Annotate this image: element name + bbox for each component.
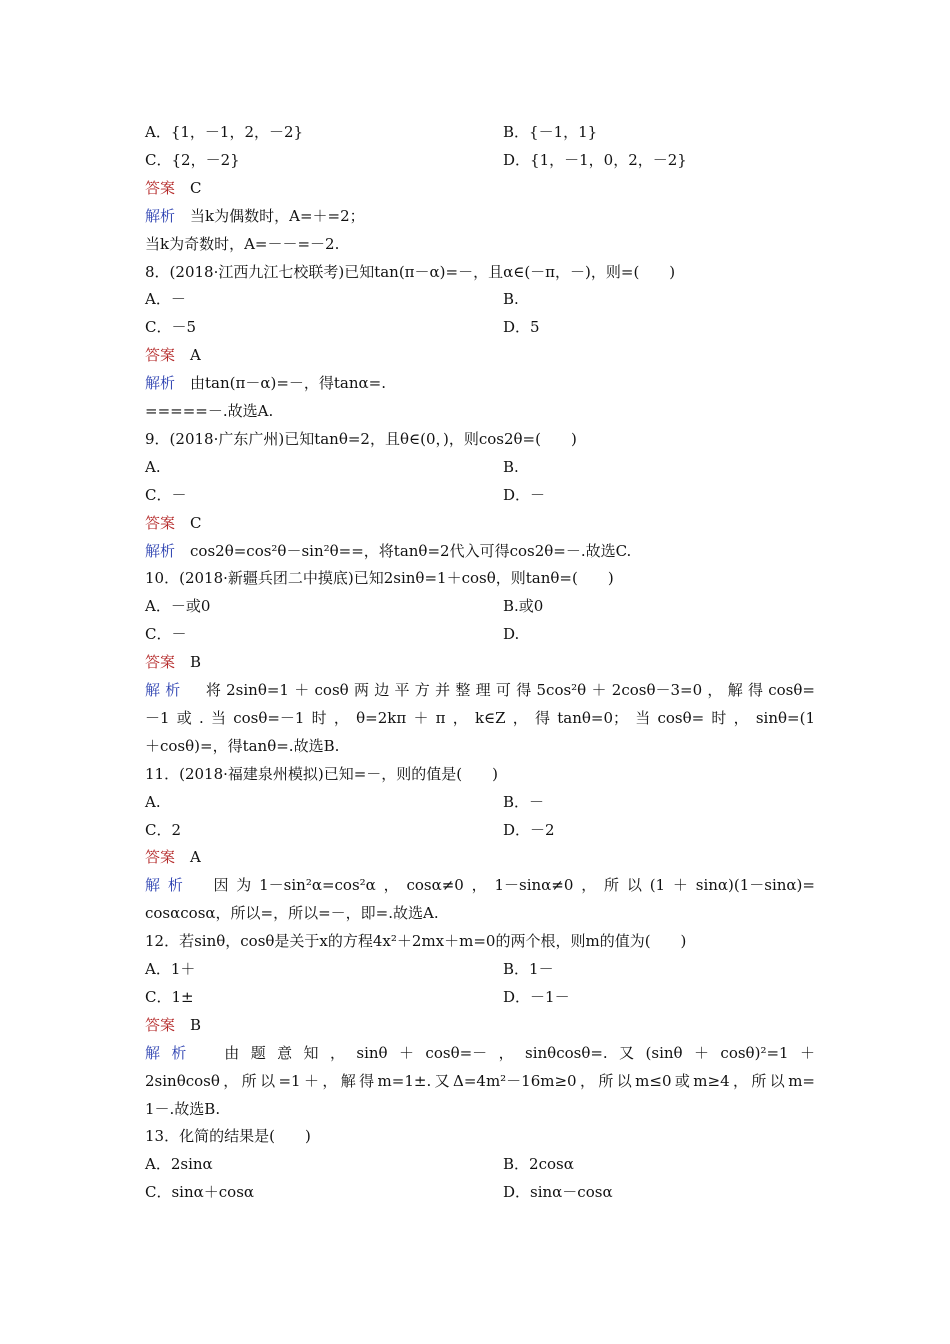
- analysis-label: 解析: [145, 541, 176, 560]
- line-text: A: [175, 848, 201, 867]
- option-row: [145, 481, 815, 509]
- analysis-label: 解析: [145, 876, 191, 895]
- question-stem: 8．(2018·江西九江七校联考)已知tan(π－α)=－，且α∈(－π，－)，则=( ): [145, 262, 676, 281]
- option-left: C．1±: [145, 987, 194, 1006]
- analysis-label: 解析: [145, 681, 186, 699]
- text-line: cosαcosα，所以=，所以=－，即=.故选A.: [145, 904, 439, 923]
- analysis-line: [145, 1039, 815, 1067]
- option-right: D．－2: [503, 820, 555, 839]
- answer-label: 答案: [145, 178, 176, 197]
- option-row: [145, 313, 815, 341]
- line-text: C: [175, 178, 202, 197]
- question-stem: 10．(2018·新疆兵团二中摸底)已知2sinθ=1＋cosθ，则tanθ=( ): [145, 569, 614, 588]
- line-text: B: [175, 653, 202, 672]
- line-text: 当k为偶数时，A=＋=2；: [175, 206, 365, 225]
- option-left: A．－或0: [145, 597, 211, 616]
- option-row: [145, 1150, 815, 1178]
- option-left: A.: [145, 457, 161, 476]
- analysis-label: 解析: [145, 374, 176, 393]
- option-row: [145, 1178, 815, 1206]
- analysis-line: [145, 202, 815, 230]
- option-row: [145, 955, 815, 983]
- answer-line: [145, 174, 815, 202]
- answer-label: 答案: [145, 1015, 176, 1034]
- option-row: [145, 983, 815, 1011]
- option-left: C．－: [145, 625, 187, 644]
- answer-label: 答案: [145, 346, 176, 365]
- line-text: 将2sinθ=1＋cosθ两边平方并整理可得5cos²θ＋2cosθ－3=0，解得cosθ=: [185, 681, 815, 699]
- line-text: 由tan(π－α)=－，得tanα=.: [175, 374, 387, 393]
- option-left: C．sinα＋cosα: [145, 1183, 255, 1202]
- analysis-line: [145, 871, 815, 899]
- analysis-label: 解析: [145, 206, 176, 225]
- option-left: A．{1，－1，2，－2}: [145, 123, 304, 141]
- text-line: －1或.当cosθ=－1时，θ=2kπ＋π，k∈Z，得tanθ=0；当cosθ=时，sinθ=(1: [145, 708, 815, 727]
- answer-label: 答案: [145, 513, 176, 532]
- option-row: [145, 453, 815, 481]
- analysis-label: 解析: [145, 1043, 198, 1062]
- answer-label: 答案: [145, 653, 176, 672]
- option-left: C．－5: [145, 318, 197, 337]
- option-right: D．sinα－cosα: [503, 1183, 613, 1202]
- option-right: D．－: [503, 485, 546, 504]
- option-right: D．－1－: [503, 987, 570, 1006]
- option-right: D.: [503, 625, 520, 644]
- option-right: B.: [503, 290, 519, 309]
- option-left: C．2: [145, 820, 182, 839]
- option-left: A．2sinα: [145, 1155, 213, 1174]
- option-right: B.或0: [503, 597, 544, 616]
- text-line: 1－.故选B.: [145, 1099, 221, 1118]
- answer-line: [145, 509, 815, 537]
- answer-line: [145, 648, 815, 676]
- line-text: A: [175, 346, 201, 365]
- analysis-line: [145, 369, 815, 397]
- option-right: B．2cosα: [503, 1155, 574, 1174]
- question-stem: 9．(2018·广东广州)已知tanθ=2，且θ∈(0，)，则cos2θ=( ): [145, 429, 577, 448]
- answer-line: [145, 341, 815, 369]
- answer-line: [145, 1011, 815, 1039]
- option-row: [145, 285, 815, 313]
- option-left: A．1＋: [145, 960, 196, 978]
- option-row: [145, 592, 815, 620]
- line-text: B: [175, 1015, 202, 1034]
- text-line: 2sinθcosθ，所以=1＋，解得m=1±.又Δ=4m²－16m≥0，所以m≤0或m≥4，所以m=: [145, 1071, 815, 1090]
- question-stem: 13．化简的结果是( ): [145, 1127, 311, 1146]
- option-right: B．－: [503, 792, 545, 811]
- option-right: B.: [503, 457, 519, 476]
- option-row: [145, 118, 815, 146]
- question-stem: 12．若sinθ，cosθ是关于x的方程4x²＋2mx＋m=0的两个根，则m的值为( ): [145, 932, 687, 951]
- line-text: 由题意知，sinθ＋cosθ=－，sinθcosθ=.又(sinθ＋cosθ)²=1＋: [197, 1043, 815, 1062]
- option-row: [145, 816, 815, 844]
- option-right: B．{－1，1}: [503, 123, 598, 141]
- text-line: 当k为奇数时，A=－－=－2.: [145, 234, 340, 253]
- option-row: [145, 620, 815, 648]
- answer-line: [145, 843, 815, 871]
- option-left: A.: [145, 792, 161, 811]
- analysis-line: [145, 676, 815, 704]
- analysis-line: [145, 537, 815, 565]
- line-text: cos2θ=cos²θ－sin²θ==，将tanθ=2代入可得cos2θ=－.故选C.: [175, 541, 632, 560]
- line-text: C: [175, 513, 202, 532]
- text-line: =====－.故选A.: [145, 402, 274, 420]
- option-right: D．5: [503, 318, 540, 337]
- answer-label: 答案: [145, 848, 176, 867]
- option-left: C．－: [145, 485, 187, 504]
- question-stem: 11．(2018·福建泉州模拟)已知=－，则的值是( ): [145, 764, 499, 783]
- option-right: D．{1，－1，0，2，－2}: [503, 150, 687, 169]
- option-row: [145, 146, 815, 174]
- line-text: 因为1－sin²α=cos²α，cosα≠0，1－sinα≠0，所以(1＋sinα)(1－sinα)=: [190, 876, 815, 895]
- option-left: A．－: [145, 290, 186, 309]
- option-row: [145, 788, 815, 816]
- option-left: C．{2，－2}: [145, 150, 240, 169]
- text-line: ＋cosθ)=，得tanθ=.故选B.: [145, 736, 340, 755]
- option-right: B．1－: [503, 960, 554, 978]
